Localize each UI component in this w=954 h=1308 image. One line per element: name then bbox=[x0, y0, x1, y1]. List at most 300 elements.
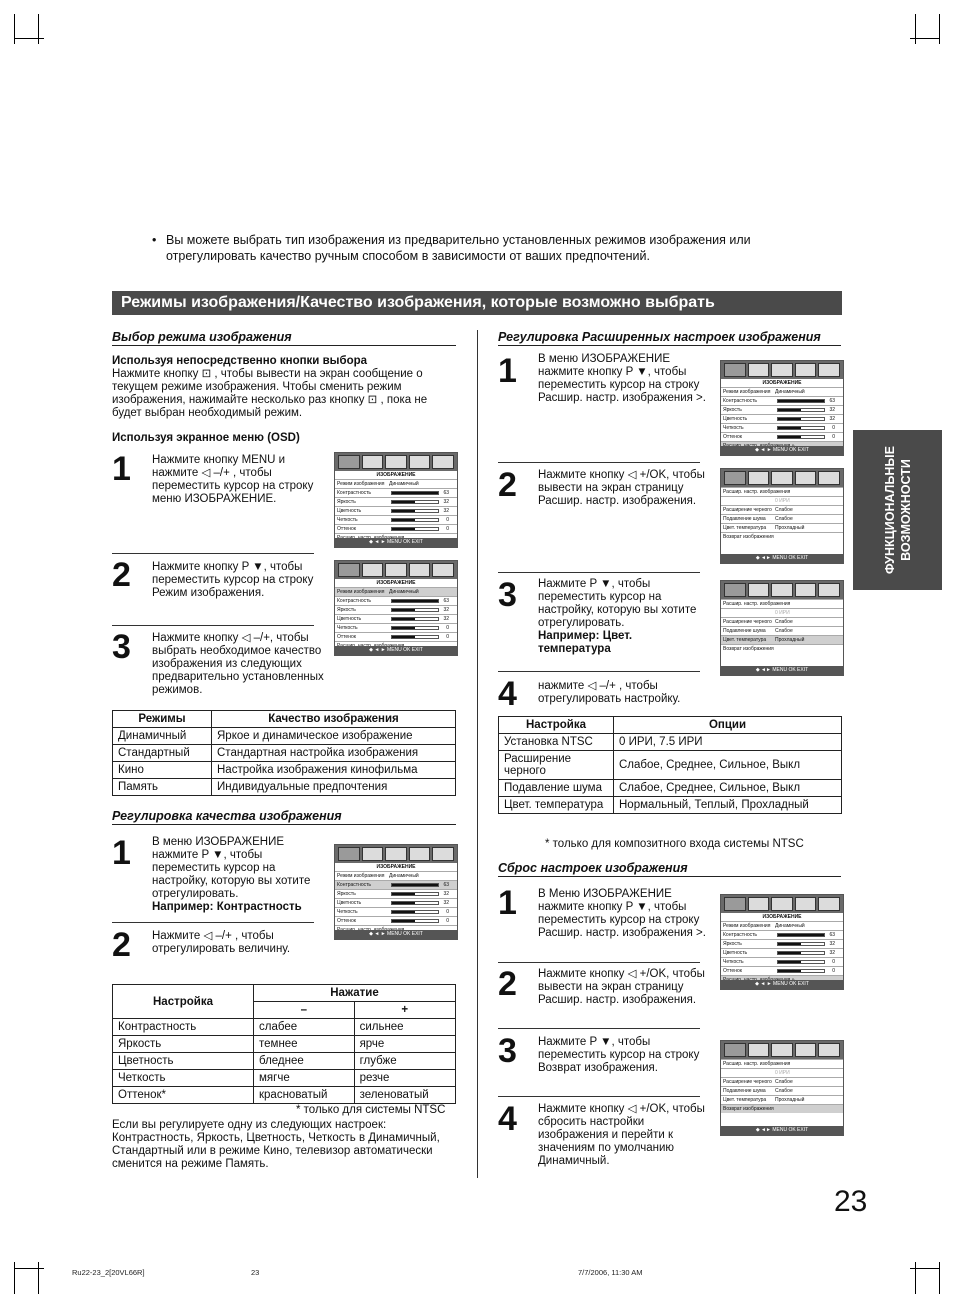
menu-tab-icon bbox=[362, 847, 384, 861]
osd-element bbox=[721, 469, 843, 487]
table-row bbox=[499, 717, 842, 734]
page-number: 23 bbox=[834, 1185, 868, 1218]
osd-element: Динамичный bbox=[389, 873, 419, 879]
level-bar bbox=[391, 491, 439, 495]
osd-element: ◆ ◄ ► MENU OK EXIT bbox=[335, 930, 457, 939]
table-cell: Стандартная настройка изображения bbox=[212, 745, 456, 762]
osd-element: Расшир. настр. изображения bbox=[723, 1061, 791, 1067]
table-header: Опции bbox=[614, 717, 842, 734]
osd-element: 63 bbox=[829, 932, 835, 938]
menu-tab-icon bbox=[771, 583, 793, 597]
table-cell: Яркость bbox=[113, 1036, 254, 1053]
osd-element: Оттенок bbox=[337, 918, 356, 924]
osd-menu-screenshot bbox=[334, 560, 458, 656]
level-bar bbox=[391, 883, 439, 887]
osd-element bbox=[721, 487, 843, 496]
footer-date: 7/7/2006, 11:30 AM bbox=[578, 1268, 643, 1277]
osd-element: Четкость bbox=[337, 517, 358, 523]
osd-element: Слабое bbox=[775, 516, 793, 522]
step-text: В меню ИЗОБРАЖЕНИЕ нажмите P ▼, чтобы переместить курсор на настройку, которую вы хотите отрегулировать. bbox=[152, 836, 311, 900]
osd-element bbox=[721, 644, 843, 653]
osd-element: Яркость bbox=[337, 607, 356, 613]
crop-mark bbox=[14, 1268, 44, 1269]
table-header: Качество изображения bbox=[212, 711, 456, 728]
table-cell: сильнее bbox=[354, 1019, 455, 1036]
osd-element: 32 bbox=[829, 950, 835, 956]
step-number: 1 bbox=[498, 352, 517, 390]
step-divider bbox=[498, 462, 700, 463]
level-bar bbox=[777, 408, 825, 412]
step-number: 4 bbox=[498, 1100, 517, 1138]
level-bar bbox=[391, 509, 439, 513]
osd-element bbox=[335, 605, 457, 614]
osd-element: Четкость bbox=[723, 425, 744, 431]
osd-element: Оттенок bbox=[723, 968, 742, 974]
note-composite: * только для композитного входа системы NTSC bbox=[545, 838, 804, 850]
osd-element: ◆ ◄► MENU OK EXIT bbox=[721, 1126, 843, 1135]
table-cell: Четкость bbox=[113, 1070, 254, 1087]
osd-element bbox=[335, 479, 457, 488]
osd-element: ИЗОБРАЖЕНИЕ bbox=[762, 914, 802, 920]
osd-menu-screenshot bbox=[334, 844, 458, 940]
level-bar bbox=[777, 960, 825, 964]
osd-element bbox=[721, 635, 843, 644]
table-cell: Контрастность bbox=[113, 1019, 254, 1036]
table-header: Настройка bbox=[499, 717, 614, 734]
menu-tab-icon bbox=[338, 563, 360, 577]
osd-element bbox=[721, 1059, 843, 1068]
osd-element: 32 bbox=[443, 616, 449, 622]
osd-element bbox=[335, 587, 457, 596]
crop-mark bbox=[14, 1262, 15, 1294]
table-header: + bbox=[354, 1002, 455, 1019]
osd-element bbox=[721, 423, 843, 432]
menu-tab-icon bbox=[818, 897, 840, 911]
step-number: 1 bbox=[112, 450, 131, 488]
osd-element bbox=[721, 921, 843, 930]
osd-element bbox=[721, 1095, 843, 1104]
footer-file: Ru22-23_2[20VL66R] bbox=[72, 1268, 145, 1277]
step-divider bbox=[498, 962, 700, 963]
menu-tab-icon bbox=[748, 471, 770, 485]
osd-element: Расширение черного bbox=[723, 619, 772, 625]
osd-element: Подавление шума bbox=[723, 628, 766, 634]
osd-element: Расширение черного bbox=[723, 507, 772, 513]
step-number: 2 bbox=[112, 556, 131, 594]
osd-element: Прохладный bbox=[775, 525, 805, 531]
osd-element: ◆ ◄ ► MENU OK EXIT bbox=[721, 980, 843, 989]
section-title-mode-select: Выбор режима изображения bbox=[112, 330, 456, 346]
step-text: Нажмите ◁ –/+ , чтобы отрегулировать величину. bbox=[152, 930, 291, 955]
options-table bbox=[498, 716, 842, 814]
menu-tab-icon bbox=[748, 897, 770, 911]
osd-element bbox=[778, 943, 801, 945]
crop-mark bbox=[38, 14, 39, 44]
menu-tab-icon bbox=[748, 1043, 770, 1057]
osd-element: Слабое bbox=[775, 619, 793, 625]
osd-element bbox=[335, 561, 457, 579]
osd-element bbox=[721, 405, 843, 414]
osd-element: 32 bbox=[829, 407, 835, 413]
osd-element bbox=[392, 627, 415, 629]
crop-mark bbox=[910, 1268, 940, 1269]
step-text: В Меню ИЗОБРАЖЕНИЕ нажмите кнопку P ▼, чтобы переместить курсор на строку Расшир. настр. изображения >. bbox=[538, 888, 706, 939]
table-cell: Цветность bbox=[113, 1053, 254, 1070]
osd-element: Четкость bbox=[337, 625, 358, 631]
osd-element bbox=[721, 957, 843, 966]
osd-element bbox=[335, 907, 457, 916]
direct-text: Нажмите кнопку ⊡ , чтобы вывести на экран сообщение о текущем режиме изображения. Чтобы сменить режим изображения, нажимайте несколько раз кнопку ⊡ , пока не будет выбран необходимый режим. bbox=[112, 368, 428, 419]
osd-menu-screenshot bbox=[720, 894, 844, 990]
menu-tab-icon bbox=[771, 1043, 793, 1057]
step-text: Нажмите P ▼, чтобы переместить курсор на строку Возврат изображения. bbox=[538, 1036, 700, 1074]
osd-element bbox=[335, 871, 457, 880]
table-cell: Подавление шума bbox=[499, 780, 614, 797]
final-note: Если вы регулируете одну из следующих настроек: Контрастность, Яркость, Цветность, Четкость в Динамичный, Стандартный или в режиме Кино, телевизор автоматически сменится на режиме Память. bbox=[112, 1119, 440, 1170]
modes-table bbox=[112, 710, 456, 796]
osd-element: ИЗОБРАЖЕНИЕ bbox=[762, 380, 802, 386]
table-cell: Цвет. температура bbox=[499, 797, 614, 814]
osd-element: Прохладный bbox=[775, 1097, 805, 1103]
step-divider bbox=[498, 1028, 700, 1029]
menu-tab-icon bbox=[818, 363, 840, 377]
osd-element bbox=[335, 623, 457, 632]
osd-element bbox=[721, 1077, 843, 1086]
step-example: Например: Контрастность bbox=[152, 901, 302, 913]
adjust-table bbox=[112, 984, 456, 1104]
step-number: 3 bbox=[112, 628, 131, 666]
osd-element: Прохладный bbox=[775, 637, 805, 643]
osd-element bbox=[721, 617, 843, 626]
osd-element bbox=[721, 1041, 843, 1059]
level-bar bbox=[777, 969, 825, 973]
table-cell: мягче bbox=[254, 1070, 355, 1087]
menu-tab-icon bbox=[362, 455, 384, 469]
osd-element: 63 bbox=[829, 398, 835, 404]
side-tab-line2: ВОЗМОЖНОСТИ bbox=[898, 459, 913, 561]
osd-element: Цветность bbox=[337, 616, 362, 622]
osd-element: 32 bbox=[443, 499, 449, 505]
osd-element: 63 bbox=[443, 490, 449, 496]
step-text: Нажмите кнопку ◁ –/+, чтобы выбрать необходимое качество изображения из следующих предварительно установленных режимов. bbox=[152, 632, 324, 696]
osd-element: 63 bbox=[443, 598, 449, 604]
table-row bbox=[113, 762, 456, 779]
osd-element: Возврат изображения bbox=[723, 646, 774, 652]
osd-element: Слабое bbox=[775, 628, 793, 634]
level-bar bbox=[777, 951, 825, 955]
osd-element: Цветность bbox=[723, 950, 748, 956]
step-text: Нажмите кнопку ◁ +/OK, чтобы вывести на экран страницу Расшир. настр. изображения. bbox=[538, 968, 705, 1006]
menu-tab-icon bbox=[385, 455, 407, 469]
osd-element: Цветность bbox=[723, 416, 748, 422]
step-divider bbox=[112, 625, 314, 626]
osd-element: Режим изображения bbox=[337, 589, 385, 595]
osd-element: 0 ИРИ bbox=[775, 610, 790, 616]
step-text: Нажмите кнопку ◁ +/OK, чтобы вывести на экран страницу Расшир. настр. изображения. bbox=[538, 469, 705, 507]
step-number: 4 bbox=[498, 675, 517, 713]
step-number: 2 bbox=[498, 466, 517, 504]
step-example: Например: Цвет. температура bbox=[538, 630, 633, 655]
menu-tab-icon bbox=[724, 471, 746, 485]
osd-element bbox=[392, 510, 415, 512]
osd-element bbox=[335, 488, 457, 497]
table-cell: темнее bbox=[254, 1036, 355, 1053]
osd-element: Слабое bbox=[775, 1079, 793, 1085]
osd-element: 32 bbox=[443, 891, 449, 897]
osd-element bbox=[335, 453, 457, 471]
osd-element: Контрастность bbox=[337, 490, 372, 496]
osd-element bbox=[392, 501, 415, 503]
osd-element: 0 bbox=[446, 909, 449, 915]
menu-tab-icon bbox=[795, 583, 817, 597]
table-cell: Установка NTSC bbox=[499, 734, 614, 751]
osd-element bbox=[721, 496, 843, 505]
osd-element bbox=[778, 934, 824, 936]
menu-tab-icon bbox=[771, 897, 793, 911]
table-cell: Память bbox=[113, 779, 212, 796]
osd-element: ИЗОБРАЖЕНИЕ bbox=[376, 580, 416, 586]
osd-element bbox=[335, 898, 457, 907]
osd-element bbox=[778, 436, 801, 438]
table-cell: Слабое, Среднее, Сильное, Выкл bbox=[614, 780, 842, 797]
menu-tab-icon bbox=[362, 563, 384, 577]
menu-tab-icon bbox=[748, 583, 770, 597]
step-number: 1 bbox=[498, 884, 517, 922]
menu-tab-icon bbox=[409, 455, 431, 469]
step-divider bbox=[498, 671, 700, 672]
osd-element: Режим изображения bbox=[723, 389, 771, 395]
level-bar bbox=[391, 518, 439, 522]
section-banner: Режимы изображения/Качество изображения, которые возможно выбрать bbox=[112, 291, 842, 315]
crop-mark bbox=[915, 14, 916, 44]
osd-element: Слабое bbox=[775, 507, 793, 513]
osd-element bbox=[335, 497, 457, 506]
menu-tab-icon bbox=[432, 455, 454, 469]
osd-element bbox=[335, 614, 457, 623]
osd-element bbox=[721, 514, 843, 523]
osd-element bbox=[392, 636, 415, 638]
osd-element: 32 bbox=[443, 900, 449, 906]
osd-element: Контрастность bbox=[723, 398, 758, 404]
table-header: – bbox=[254, 1002, 355, 1019]
osd-element: Динамичный bbox=[389, 481, 419, 487]
osd-element: Расширение черного bbox=[723, 1079, 772, 1085]
level-bar bbox=[777, 435, 825, 439]
table-header: Режимы bbox=[113, 711, 212, 728]
table-row bbox=[113, 779, 456, 796]
level-bar bbox=[391, 599, 439, 603]
osd-element bbox=[778, 952, 801, 954]
bullet: • bbox=[152, 233, 157, 247]
osd-element bbox=[335, 916, 457, 925]
table-cell: ярче bbox=[354, 1036, 455, 1053]
side-tab bbox=[853, 430, 942, 590]
osd-element bbox=[392, 911, 415, 913]
level-bar bbox=[391, 635, 439, 639]
osd-element: ◆ ◄► MENU OK EXIT bbox=[721, 554, 843, 563]
menu-tab-icon bbox=[771, 363, 793, 377]
osd-element: ИЗОБРАЖЕНИЕ bbox=[376, 864, 416, 870]
menu-tab-icon bbox=[818, 583, 840, 597]
osd-element bbox=[335, 880, 457, 889]
osd-element bbox=[721, 599, 843, 608]
table-cell: Нормальный, Теплый, Прохладный bbox=[614, 797, 842, 814]
step-text: Нажмите кнопку ◁ +/OK, чтобы сбросить настройки изображения и перейти к значениям по умолчанию Динамичный. bbox=[538, 1103, 705, 1167]
table-row bbox=[113, 1019, 456, 1036]
step-number: 3 bbox=[498, 1032, 517, 1070]
osd-element: Режим изображения bbox=[723, 923, 771, 929]
table-row bbox=[113, 728, 456, 745]
osd-element: Контрастность bbox=[337, 882, 372, 888]
table-row bbox=[113, 1053, 456, 1070]
osd-element bbox=[721, 939, 843, 948]
menu-tab-icon bbox=[748, 363, 770, 377]
osd-element bbox=[778, 427, 801, 429]
menu-tab-icon bbox=[724, 1043, 746, 1057]
osd-element bbox=[721, 608, 843, 617]
column-divider bbox=[477, 330, 478, 1178]
osd-element: 0 bbox=[446, 517, 449, 523]
menu-tab-icon bbox=[795, 897, 817, 911]
osd-element bbox=[392, 609, 415, 611]
osd-element: ◆ ◄ ► MENU OK EXIT bbox=[721, 446, 843, 455]
table-cell: 0 ИРИ, 7.5 ИРИ bbox=[614, 734, 842, 751]
table-cell: Слабое, Среднее, Сильное, Выкл bbox=[614, 751, 842, 780]
step-divider bbox=[112, 553, 314, 554]
level-bar bbox=[777, 942, 825, 946]
osd-element bbox=[778, 970, 801, 972]
level-bar bbox=[777, 399, 825, 403]
table-cell: бледнее bbox=[254, 1053, 355, 1070]
osd-element bbox=[721, 396, 843, 405]
table-row bbox=[499, 734, 842, 751]
osd-element bbox=[721, 414, 843, 423]
table-row bbox=[499, 780, 842, 797]
step-divider bbox=[498, 1096, 700, 1097]
crop-mark bbox=[38, 1262, 39, 1294]
osd-element: Динамичный bbox=[775, 389, 805, 395]
table-header: Нажатие bbox=[254, 985, 456, 1002]
osd-advanced-screenshot bbox=[720, 580, 844, 676]
table-row bbox=[499, 797, 842, 814]
osd-menu-screenshot bbox=[334, 452, 458, 548]
table-cell: слабее bbox=[254, 1019, 355, 1036]
step-text: В меню ИЗОБРАЖЕНИЕ нажмите кнопку P ▼, чтобы переместить курсор на строку Расшир. настр. изображения >. bbox=[538, 353, 706, 404]
osd-element: 0 bbox=[832, 425, 835, 431]
table-row bbox=[113, 1087, 456, 1104]
level-bar bbox=[391, 626, 439, 630]
table-cell: глубже bbox=[354, 1053, 455, 1070]
osd-element bbox=[721, 523, 843, 532]
osd-element bbox=[335, 524, 457, 533]
osd-element: Режим изображения bbox=[337, 481, 385, 487]
table-cell: Индивидуальные предпочтения bbox=[212, 779, 456, 796]
osd-element: 32 bbox=[829, 941, 835, 947]
osd-element bbox=[392, 884, 438, 886]
level-bar bbox=[391, 901, 439, 905]
osd-element: Цветность bbox=[337, 508, 362, 514]
osd-element bbox=[778, 961, 801, 963]
osd-element: Контрастность bbox=[723, 932, 758, 938]
level-bar bbox=[391, 608, 439, 612]
osd-element: 32 bbox=[443, 607, 449, 613]
step-text: Нажмите кнопку MENU и нажмите ◁ –/+ , чтобы переместить курсор на строку меню ИЗОБРАЖЕНИЕ. bbox=[152, 454, 314, 505]
osd-element bbox=[723, 497, 775, 505]
osd-element: Цвет. температура bbox=[723, 525, 767, 531]
osd-element: 32 bbox=[443, 508, 449, 514]
osd-element: Подавление шума bbox=[723, 516, 766, 522]
osd-element bbox=[392, 920, 415, 922]
menu-tab-icon bbox=[724, 897, 746, 911]
osd-element: Возврат изображения bbox=[723, 534, 774, 540]
osd-element: Четкость bbox=[337, 909, 358, 915]
crop-mark bbox=[910, 38, 940, 39]
osd-element bbox=[721, 1104, 843, 1113]
step-text: нажмите ◁ –/+ , чтобы отрегулировать настройку. bbox=[538, 680, 681, 705]
osd-element bbox=[721, 361, 843, 379]
osd-element: 0 bbox=[446, 526, 449, 532]
osd-element: Яркость bbox=[723, 941, 742, 947]
osd-element bbox=[392, 492, 438, 494]
osd-element bbox=[392, 893, 415, 895]
osd-heading: Используя экранное меню (OSD) bbox=[112, 432, 300, 444]
table-cell: Яркое и динамическое изображение bbox=[212, 728, 456, 745]
osd-element bbox=[392, 618, 415, 620]
osd-element bbox=[392, 519, 415, 521]
menu-tab-icon bbox=[385, 847, 407, 861]
osd-element bbox=[335, 506, 457, 515]
osd-advanced-screenshot bbox=[720, 468, 844, 564]
menu-tab-icon bbox=[795, 1043, 817, 1057]
osd-element: Динамичный bbox=[389, 589, 419, 595]
crop-mark bbox=[939, 14, 940, 44]
menu-tab-icon bbox=[795, 363, 817, 377]
osd-element bbox=[721, 387, 843, 396]
level-bar bbox=[777, 417, 825, 421]
level-bar bbox=[391, 892, 439, 896]
crop-mark bbox=[939, 1262, 940, 1294]
osd-element: 0 ИРИ bbox=[775, 498, 790, 504]
osd-element bbox=[392, 902, 415, 904]
osd-element bbox=[721, 532, 843, 541]
osd-element: Расшир. настр. изображения bbox=[723, 489, 791, 495]
menu-tab-icon bbox=[724, 583, 746, 597]
menu-tab-icon bbox=[724, 363, 746, 377]
table-cell: Расширение черного bbox=[499, 751, 614, 780]
osd-element: Оттенок bbox=[337, 634, 356, 640]
osd-element: Расшир. настр. изображения bbox=[723, 601, 791, 607]
osd-element bbox=[723, 609, 775, 617]
step-number: 2 bbox=[498, 965, 517, 1003]
table-cell: резче bbox=[354, 1070, 455, 1087]
section-title-advanced: Регулировка Расширенных настроек изображения bbox=[498, 330, 841, 346]
level-bar bbox=[391, 527, 439, 531]
osd-element bbox=[721, 432, 843, 441]
step-divider bbox=[498, 572, 700, 573]
menu-tab-icon bbox=[409, 563, 431, 577]
osd-element bbox=[392, 600, 438, 602]
osd-element bbox=[721, 505, 843, 514]
osd-element bbox=[335, 515, 457, 524]
menu-tab-icon bbox=[409, 847, 431, 861]
osd-element: 0 bbox=[832, 968, 835, 974]
osd-element: 0 bbox=[832, 434, 835, 440]
osd-element: Слабое bbox=[775, 1088, 793, 1094]
level-bar bbox=[777, 933, 825, 937]
osd-element: Оттенок bbox=[337, 526, 356, 532]
menu-tab-icon bbox=[385, 563, 407, 577]
osd-element: 0 bbox=[446, 625, 449, 631]
